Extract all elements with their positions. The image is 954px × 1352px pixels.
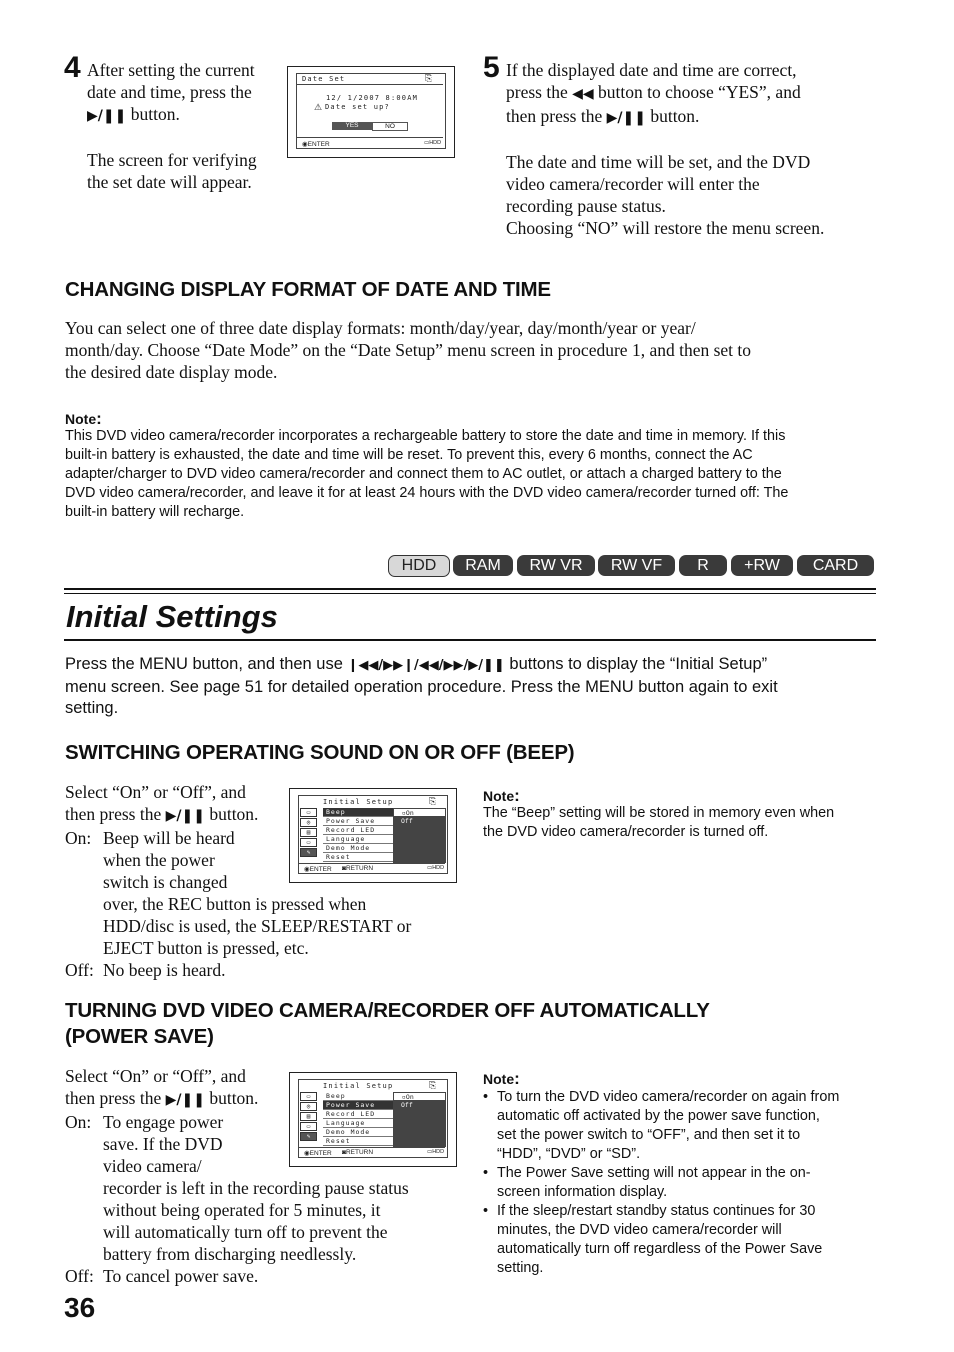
lcd-media-hdd <box>427 1149 444 1155</box>
option-panel <box>393 808 446 863</box>
beep-off-line1: No beep is heard. <box>103 960 226 980</box>
power-on-line7: battery from discharging needlessly. <box>103 1244 357 1264</box>
step5-para2-line2: video camera/recorder will enter the <box>506 174 760 194</box>
note-power-item3-line1: • If the sleep/restart standby status continues for 30 <box>497 1203 816 1219</box>
step5-text <box>506 59 886 239</box>
menu-item-demo-mode: Demo Mode <box>323 844 393 853</box>
step4-verify-line1: The screen for verifying <box>87 150 257 170</box>
media-badge-rw-vf: RW VF <box>598 555 675 576</box>
lcd-enter-hint <box>304 865 332 873</box>
note-date-battery <box>65 427 885 522</box>
lcd-media-label: HDD <box>432 865 445 871</box>
enter-icon: ◉ <box>304 866 310 873</box>
power-line2a: then press the <box>65 1088 162 1108</box>
beep-on-line6: EJECT button is pressed, etc. <box>103 938 309 958</box>
option-on <box>393 808 446 817</box>
menu-item-record-led: Record LED <box>323 826 393 835</box>
option-panel <box>393 1092 446 1147</box>
lcd-question: Date set up? <box>325 103 390 111</box>
step5-line1: If the displayed date and time are correct, <box>506 60 797 80</box>
power-on-line4: recorder is left in the recording pause status <box>103 1178 409 1198</box>
lcd-divider <box>297 84 443 85</box>
date-format-line2: month/day. Choose “Date Mode” on the “Date Setup” menu screen in procedure 1, and then set to <box>65 340 752 360</box>
note-date-line2: built-in battery is exhausted, the date and time will be reset. To prevent this, every 6 months, connect the AC <box>65 447 753 463</box>
beep-on-line2: when the power <box>103 850 215 870</box>
intro-line1b: buttons to display the “Initial Setup” <box>509 655 768 673</box>
lcd-enter-hint <box>302 140 330 148</box>
page-number: 36 <box>64 1292 96 1323</box>
camera-icon: ⎘ <box>425 73 433 83</box>
camera-icon: ⎘ <box>429 796 437 806</box>
lcd-return-hint <box>342 1149 373 1156</box>
lcd-media-label: HDD <box>432 1149 445 1155</box>
note-power-item-1 <box>483 1088 883 1164</box>
media-badge-hdd: HDD <box>388 555 450 577</box>
power-off-label: Off: <box>65 1266 94 1286</box>
checkbox-icon: ▫ <box>402 1093 406 1101</box>
beep-on-line1: Beep will be heard <box>103 828 235 848</box>
note-date-line1: This DVD video camera/recorder incorporates a rechargeable battery to store the date and time in memory. If this <box>65 428 786 444</box>
note-power-item1-line4: “HDD”, “DVD” or “SD”. <box>497 1146 641 1162</box>
power-on-line3: video camera/ <box>103 1156 202 1176</box>
beep-line2b: button. <box>209 804 259 824</box>
lcd-enter-label: ENTER <box>309 1150 332 1157</box>
enter-icon: ◉ <box>304 1150 310 1157</box>
power-on-line5: without being operated for 5 minutes, it <box>103 1200 381 1220</box>
lcd-footer-divider <box>299 1147 445 1148</box>
note-label-text: Note <box>65 411 97 427</box>
hdd-icon: ▭ <box>424 140 430 146</box>
power-heading-line2: (POWER SAVE) <box>65 1025 214 1048</box>
lcd-footer-divider <box>297 137 443 138</box>
lcd-menu-title: Initial Setup <box>323 1082 394 1090</box>
lcd-return-label: RETURN <box>345 865 374 872</box>
intro-line2: menu screen. See page 51 for detailed operation procedure. Press the MENU button again to exit <box>65 677 778 696</box>
play-pause-icon: ▶/❚❚ <box>165 1092 205 1108</box>
menu-icon-4: ▭ <box>300 1122 317 1131</box>
power-off-line1: To cancel power save. <box>103 1266 259 1286</box>
option-on-label: On <box>405 809 414 817</box>
media-badge-r: R <box>679 555 727 576</box>
menu-item-reset: Reset <box>323 1137 393 1146</box>
section-heading-date-format: CHANGING DISPLAY FORMAT OF DATE AND TIME <box>65 278 551 301</box>
lcd-media-label: HDD <box>429 140 442 146</box>
lcd-enter-label: ENTER <box>309 866 332 873</box>
menu-icon-4: ▭ <box>300 838 317 847</box>
option-off: Off <box>401 817 413 825</box>
lcd-menu-title: Initial Setup <box>323 798 394 806</box>
menu-icon-1: ▭ <box>300 808 317 817</box>
lcd-title: Date Set <box>302 75 346 83</box>
step5-line3a: then press the <box>506 106 603 126</box>
note-power-item-2 <box>483 1164 883 1202</box>
menu-icon-2: ◎ <box>300 818 317 827</box>
beep-on-line4: over, the REC button is pressed when <box>103 894 367 914</box>
beep-off-item <box>65 959 465 981</box>
menu-icon-1: ▭ <box>300 1092 317 1101</box>
section-heading-power-save <box>65 998 710 1050</box>
beep-line1: Select “On” or “Off”, and <box>65 782 246 802</box>
menu-item-record-led: Record LED <box>323 1110 393 1119</box>
nav-buttons-icons: ❙◀◀/▶▶❙/◀◀/▶▶/▶/❚❚ <box>347 658 505 673</box>
lcd-yes-option: YES <box>332 122 372 130</box>
intro-line1a: Press the MENU button, and then use <box>65 655 343 673</box>
menu-item-beep: Beep <box>323 808 393 817</box>
lcd-footer-divider <box>299 863 445 864</box>
lcd-enter-label: ENTER <box>307 141 330 148</box>
note-power-item1-line1: • To turn the DVD video camera/recorder on again from <box>497 1089 840 1105</box>
note-label-power: Note: <box>483 1069 520 1088</box>
section-heading-beep: SWITCHING OPERATING SOUND ON OR OFF (BEEP) <box>65 741 575 764</box>
lcd-date-value: 12/ 1/2007 8:00AM <box>326 94 419 102</box>
power-off-item <box>65 1265 465 1287</box>
beep-on-label: On: <box>65 828 92 848</box>
menu-icon-5-selected: ✎ <box>300 1132 317 1141</box>
menu-item-language: Language <box>323 835 393 844</box>
note-beep <box>483 804 883 842</box>
note-beep-line2: the DVD video camera/recorder is turned off. <box>483 824 769 840</box>
return-icon: ◙ <box>342 1149 346 1156</box>
camera-icon: ⎘ <box>429 1080 437 1090</box>
note-power-item1-line2: automatic off activated by the power save function, <box>497 1108 820 1124</box>
title-rule-top <box>64 588 876 590</box>
step4-line1: After setting the current <box>87 60 255 80</box>
note-label-beep: Note: <box>483 786 520 805</box>
media-badge-ram: RAM <box>453 555 513 576</box>
menu-item-power-save: Power Save <box>323 1101 393 1110</box>
note-beep-line1: The “Beep” setting will be stored in memory even when <box>483 805 835 821</box>
step5-line2a: press the <box>506 82 568 102</box>
note-label-text: Note <box>483 788 515 804</box>
intro-line1 <box>65 654 885 677</box>
option-off: Off <box>401 1101 413 1109</box>
menu-item-reset: Reset <box>323 853 393 862</box>
step5-line2b: button to choose “YES”, and <box>598 82 801 102</box>
lcd-return-hint <box>342 865 373 872</box>
menu-icon-2: ◎ <box>300 1102 317 1111</box>
menu-item-language: Language <box>323 1119 393 1128</box>
step5-line2 <box>506 81 886 105</box>
menu-icon-3: ▤ <box>300 1112 317 1121</box>
title-rule-top-thin <box>64 593 876 594</box>
note-date-line3: adapter/charger to DVD video camera/recorder and connect them to AC outlet, or attach a charged battery to the <box>65 466 782 482</box>
lcd-date-set-screen <box>287 66 455 158</box>
note-label-date: Note: <box>65 409 102 428</box>
lcd-media-hdd <box>424 140 441 146</box>
step-number-5: 5 <box>483 51 500 84</box>
power-line2b: button. <box>209 1088 259 1108</box>
note-power-item2-line1: • The Power Save setting will not appear in the on- <box>497 1165 811 1181</box>
note-power-item3-line3: automatically turn off regardless of the Power Save <box>497 1241 823 1257</box>
note-power-list <box>483 1088 883 1278</box>
note-power-item3-line2: minutes, the DVD video camera/recorder will <box>497 1222 782 1238</box>
date-format-line3: the desired date display mode. <box>65 362 278 382</box>
date-format-line1: You can select one of three date display formats: month/day/year, day/month/year or year/ <box>65 318 696 338</box>
power-on-line6: will automatically turn off to prevent the <box>103 1222 388 1242</box>
beep-off-label: Off: <box>65 960 94 980</box>
lcd-enter-hint <box>304 1149 332 1157</box>
lcd-initial-setup-power-save <box>289 1072 457 1167</box>
checkbox-icon: ▫ <box>402 809 406 817</box>
step5-line3b: button. <box>650 106 700 126</box>
beep-line2a: then press the <box>65 804 162 824</box>
date-format-body <box>65 317 885 383</box>
warning-icon: ⚠ <box>314 102 323 112</box>
note-power-item2-line2: screen information display. <box>497 1184 668 1200</box>
note-power-item1-line3: set the power switch to “OFF”, and then set it to <box>497 1127 801 1143</box>
lcd-return-label: RETURN <box>345 1149 374 1156</box>
step5-para2-line4: Choosing “NO” will restore the menu screen. <box>506 218 825 238</box>
media-badge-card: CARD <box>797 555 874 576</box>
step-number-4: 4 <box>64 51 81 84</box>
step4-line3-text: button. <box>130 104 180 124</box>
power-on-label: On: <box>65 1112 92 1132</box>
return-icon: ◙ <box>342 865 346 872</box>
media-badge-rw-vr: RW VR <box>517 555 595 576</box>
menu-icon-5-selected: ✎ <box>300 848 317 857</box>
lcd-initial-setup-beep <box>289 788 457 883</box>
lcd-media-hdd <box>427 865 444 871</box>
note-date-line5: built-in battery will recharge. <box>65 504 245 520</box>
play-pause-icon: ▶/❚❚ <box>606 110 646 126</box>
beep-on-line3: switch is changed <box>103 872 228 892</box>
hdd-icon: ▭ <box>427 865 433 871</box>
title-rule-bottom <box>64 639 876 641</box>
hdd-icon: ▭ <box>427 1149 433 1155</box>
page-title: Initial Settings <box>66 599 278 634</box>
menu-icon-3: ▤ <box>300 828 317 837</box>
power-heading-line1: TURNING DVD VIDEO CAMERA/RECORDER OFF AUTOMATICALLY <box>65 999 710 1022</box>
play-pause-icon: ▶/❚❚ <box>87 108 127 124</box>
note-label-text: Note <box>483 1071 515 1087</box>
step4-text <box>87 59 257 193</box>
option-on <box>393 1092 446 1101</box>
lcd-no-option: NO <box>372 122 408 131</box>
note-power-item-3 <box>483 1202 883 1278</box>
step4-line3 <box>87 103 257 127</box>
enter-icon: ◉ <box>302 141 308 148</box>
step5-para2-line3: recording pause status. <box>506 196 666 216</box>
menu-item-power-save: Power Save <box>323 817 393 826</box>
power-on-line1: To engage power <box>103 1112 224 1132</box>
rewind-icon: ◀◀ <box>572 86 594 102</box>
beep-on-line5: HDD/disc is used, the SLEEP/RESTART or <box>103 916 412 936</box>
menu-item-beep: Beep <box>323 1092 393 1101</box>
menu-item-demo-mode: Demo Mode <box>323 1128 393 1137</box>
step4-verify-line2: the set date will appear. <box>87 172 252 192</box>
note-date-line4: DVD video camera/recorder, and leave it for at least 24 hours with the DVD video camera/recorder turned off: The <box>65 485 789 501</box>
note-power-item3-line4: setting. <box>497 1260 544 1276</box>
power-line1: Select “On” or “Off”, and <box>65 1066 246 1086</box>
media-badge-plus-rw: +RW <box>731 555 793 576</box>
step4-line2: date and time, press the <box>87 82 252 102</box>
initial-settings-intro <box>65 654 885 720</box>
play-pause-icon: ▶/❚❚ <box>165 808 205 824</box>
power-on-line2: save. If the DVD <box>103 1134 223 1154</box>
step5-line3 <box>506 105 886 129</box>
intro-line3: setting. <box>65 699 119 717</box>
option-on-label: On <box>405 1093 414 1101</box>
step5-para2-line1: The date and time will be set, and the DVD <box>506 152 811 172</box>
